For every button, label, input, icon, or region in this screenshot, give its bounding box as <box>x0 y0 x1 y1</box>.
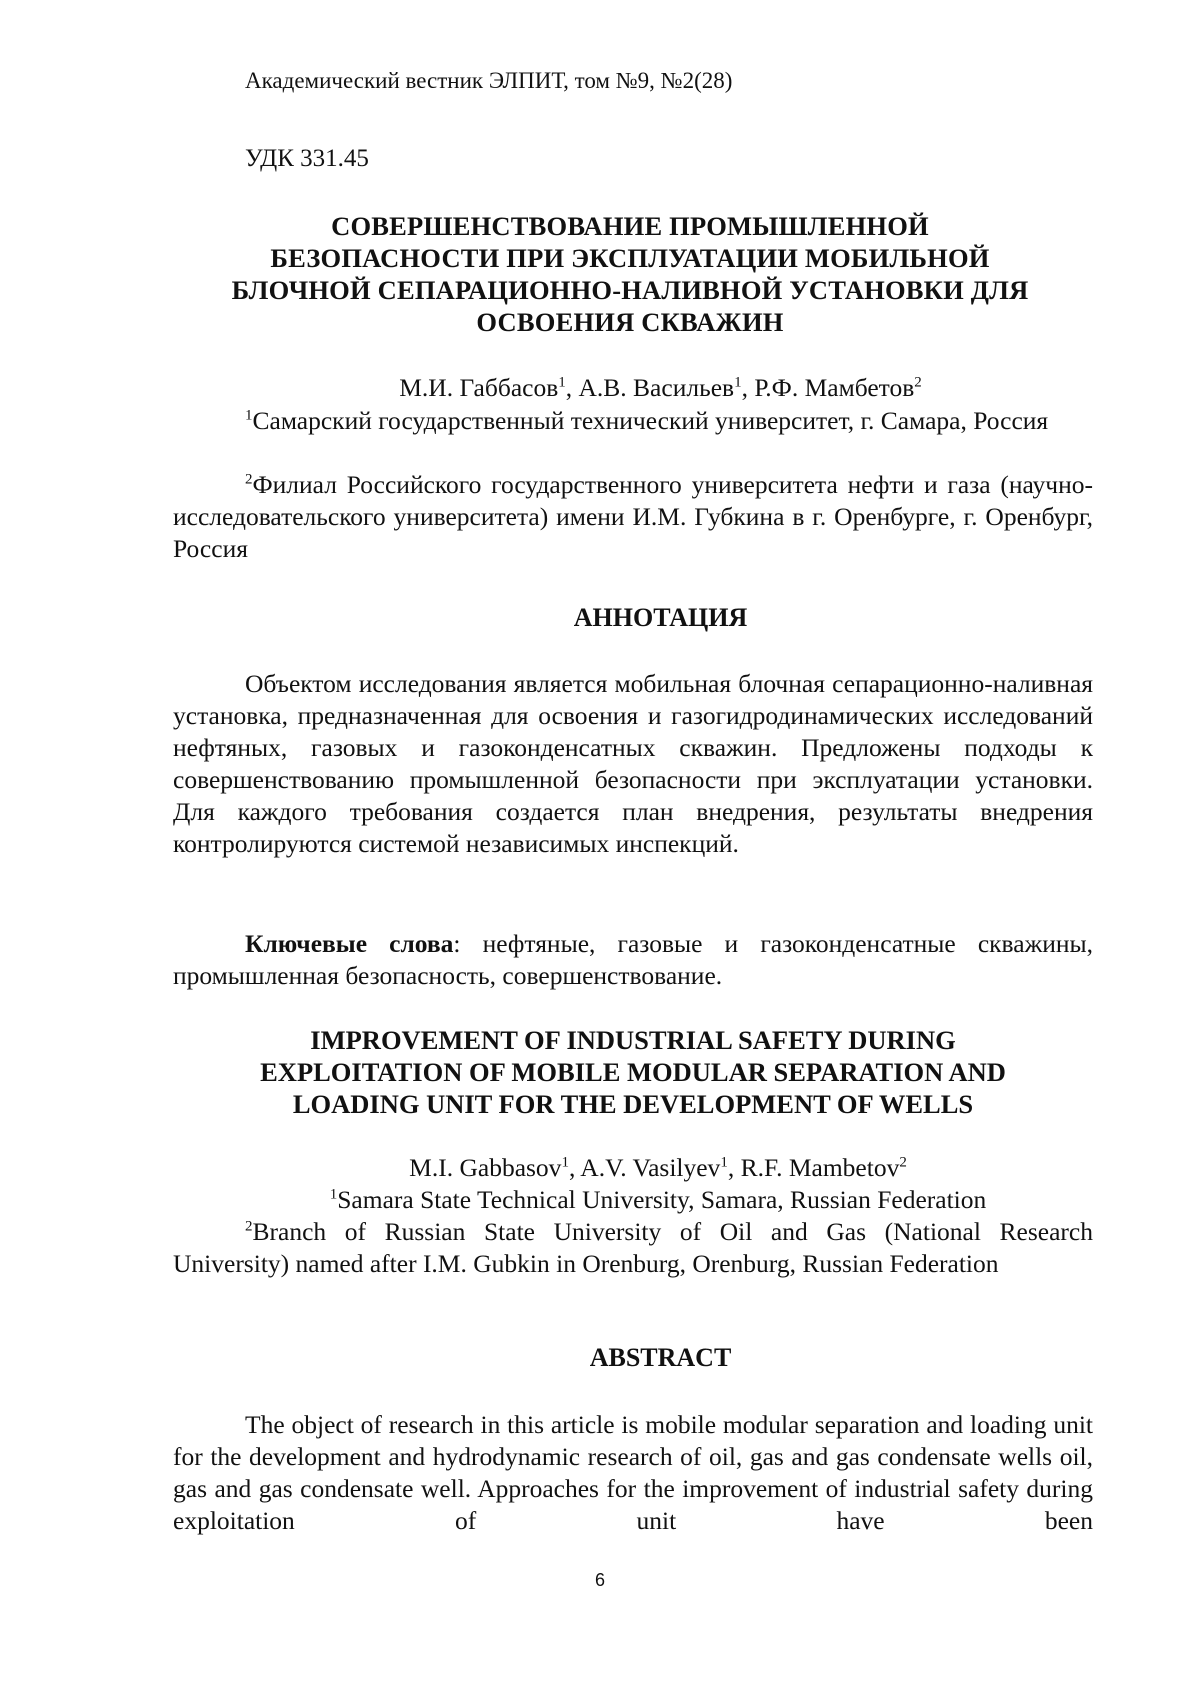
affiliation-ru-2 <box>173 469 1093 565</box>
authors-russian <box>173 372 1093 404</box>
keywords-ru <box>173 928 1093 992</box>
author-affil-sup: 1 <box>734 374 742 391</box>
affil-sup: 1 <box>329 1186 338 1203</box>
author-name: М.И. Габбасов <box>399 373 559 402</box>
abstract-heading: ABSTRACT <box>589 1343 732 1372</box>
page-number: 6 <box>594 1570 605 1590</box>
abstract-text: The object of research in this article is mobile modular separation and loading unit for the development and hydrodynamic research of oil, gas and gas condensate wells oil, gas and gas condensate well. Approaches for the improvement of industrial safety during exploitation of unit have been <box>173 1410 1093 1535</box>
author-affil-sup: 1 <box>720 1154 728 1171</box>
title-en-line: IMPROVEMENT OF INDUSTRIAL SAFETY DURING <box>310 1025 956 1055</box>
affil-text: Самарский государственный технический университет, г. Самара, Россия <box>252 406 1049 435</box>
affil-sup: 2 <box>245 471 253 488</box>
title-en-line: EXPLOITATION OF MOBILE MODULAR SEPARATION AND <box>260 1057 1006 1087</box>
udk-code: УДК 331.45 <box>245 145 369 172</box>
affiliation-en-1 <box>173 1184 1093 1216</box>
author-name: M.I. Gabbasov <box>409 1153 562 1182</box>
author-name: , A.V. Vasilyev <box>568 1153 721 1182</box>
keywords-text: : нефтяные, газовые и газоконденсатные скважины, промышленная безопасность, совершенствование. <box>173 929 1093 990</box>
author-affil-sup: 1 <box>561 1154 569 1171</box>
annotation-text: Объектом исследования является мобильная блочная сепарационно-наливная установка, предназначенная для освоения и газогидродинамических исследований нефтяных, газовых и газоконденсатных скважин. Предложены подходы к совершенствованию промышленной безопасности при эксплуатации установки. Для каждого требования создается план внедрения, результаты внедрения контролируются системой независимых инспекций. <box>173 669 1093 858</box>
title-ru-line: ОСВОЕНИЯ СКВАЖИН <box>476 307 784 337</box>
author-affil-sup: 2 <box>899 1154 907 1171</box>
title-russian <box>175 210 1085 338</box>
title-ru-line: БЕЗОПАСНОСТИ ПРИ ЭКСПЛУАТАЦИИ МОБИЛЬНОЙ <box>270 243 990 273</box>
affil-sup: 1 <box>245 407 253 424</box>
annotation-heading: АННОТАЦИЯ <box>573 603 748 632</box>
keywords-label: Ключевые слова <box>245 929 454 958</box>
journal-header: Академический вестник ЭЛПИТ, том №9, №2(28) <box>245 68 733 93</box>
affil-text: Samara State Technical University, Samara, Russian Federation <box>337 1185 987 1214</box>
author-affil-sup: 1 <box>558 374 566 391</box>
affiliation-ru-1 <box>173 405 1093 437</box>
author-affil-sup: 2 <box>914 374 922 391</box>
author-name: , R.F. Mambetov <box>727 1153 900 1182</box>
title-ru-line: СОВЕРШЕНСТВОВАНИЕ ПРОМЫШЛЕННОЙ <box>331 211 929 241</box>
affil-text: Branch of Russian State University of Oil and Gas (National Research University) named after I.M. Gubkin in Orenburg, Orenburg, Russian Federation <box>173 1217 1093 1278</box>
author-name: , А.В. Васильев <box>565 373 735 402</box>
affil-text: Филиал Российского государственного университета нефти и газа (научно-исследовательского университета) имени И.М. Губкина в г. Оренбурге, г. Оренбург, Россия <box>173 470 1093 563</box>
author-name: , Р.Ф. Мамбетов <box>741 373 915 402</box>
title-ru-line: БЛОЧНОЙ СЕПАРАЦИОННО-НАЛИВНОЙ УСТАНОВКИ ДЛЯ <box>231 275 1029 305</box>
authors-english <box>173 1152 1093 1184</box>
title-english <box>173 1024 1093 1120</box>
affiliation-en-2 <box>173 1216 1093 1280</box>
affil-sup: 2 <box>245 1218 253 1235</box>
title-en-line: LOADING UNIT FOR THE DEVELOPMENT OF WELLS <box>292 1089 974 1119</box>
